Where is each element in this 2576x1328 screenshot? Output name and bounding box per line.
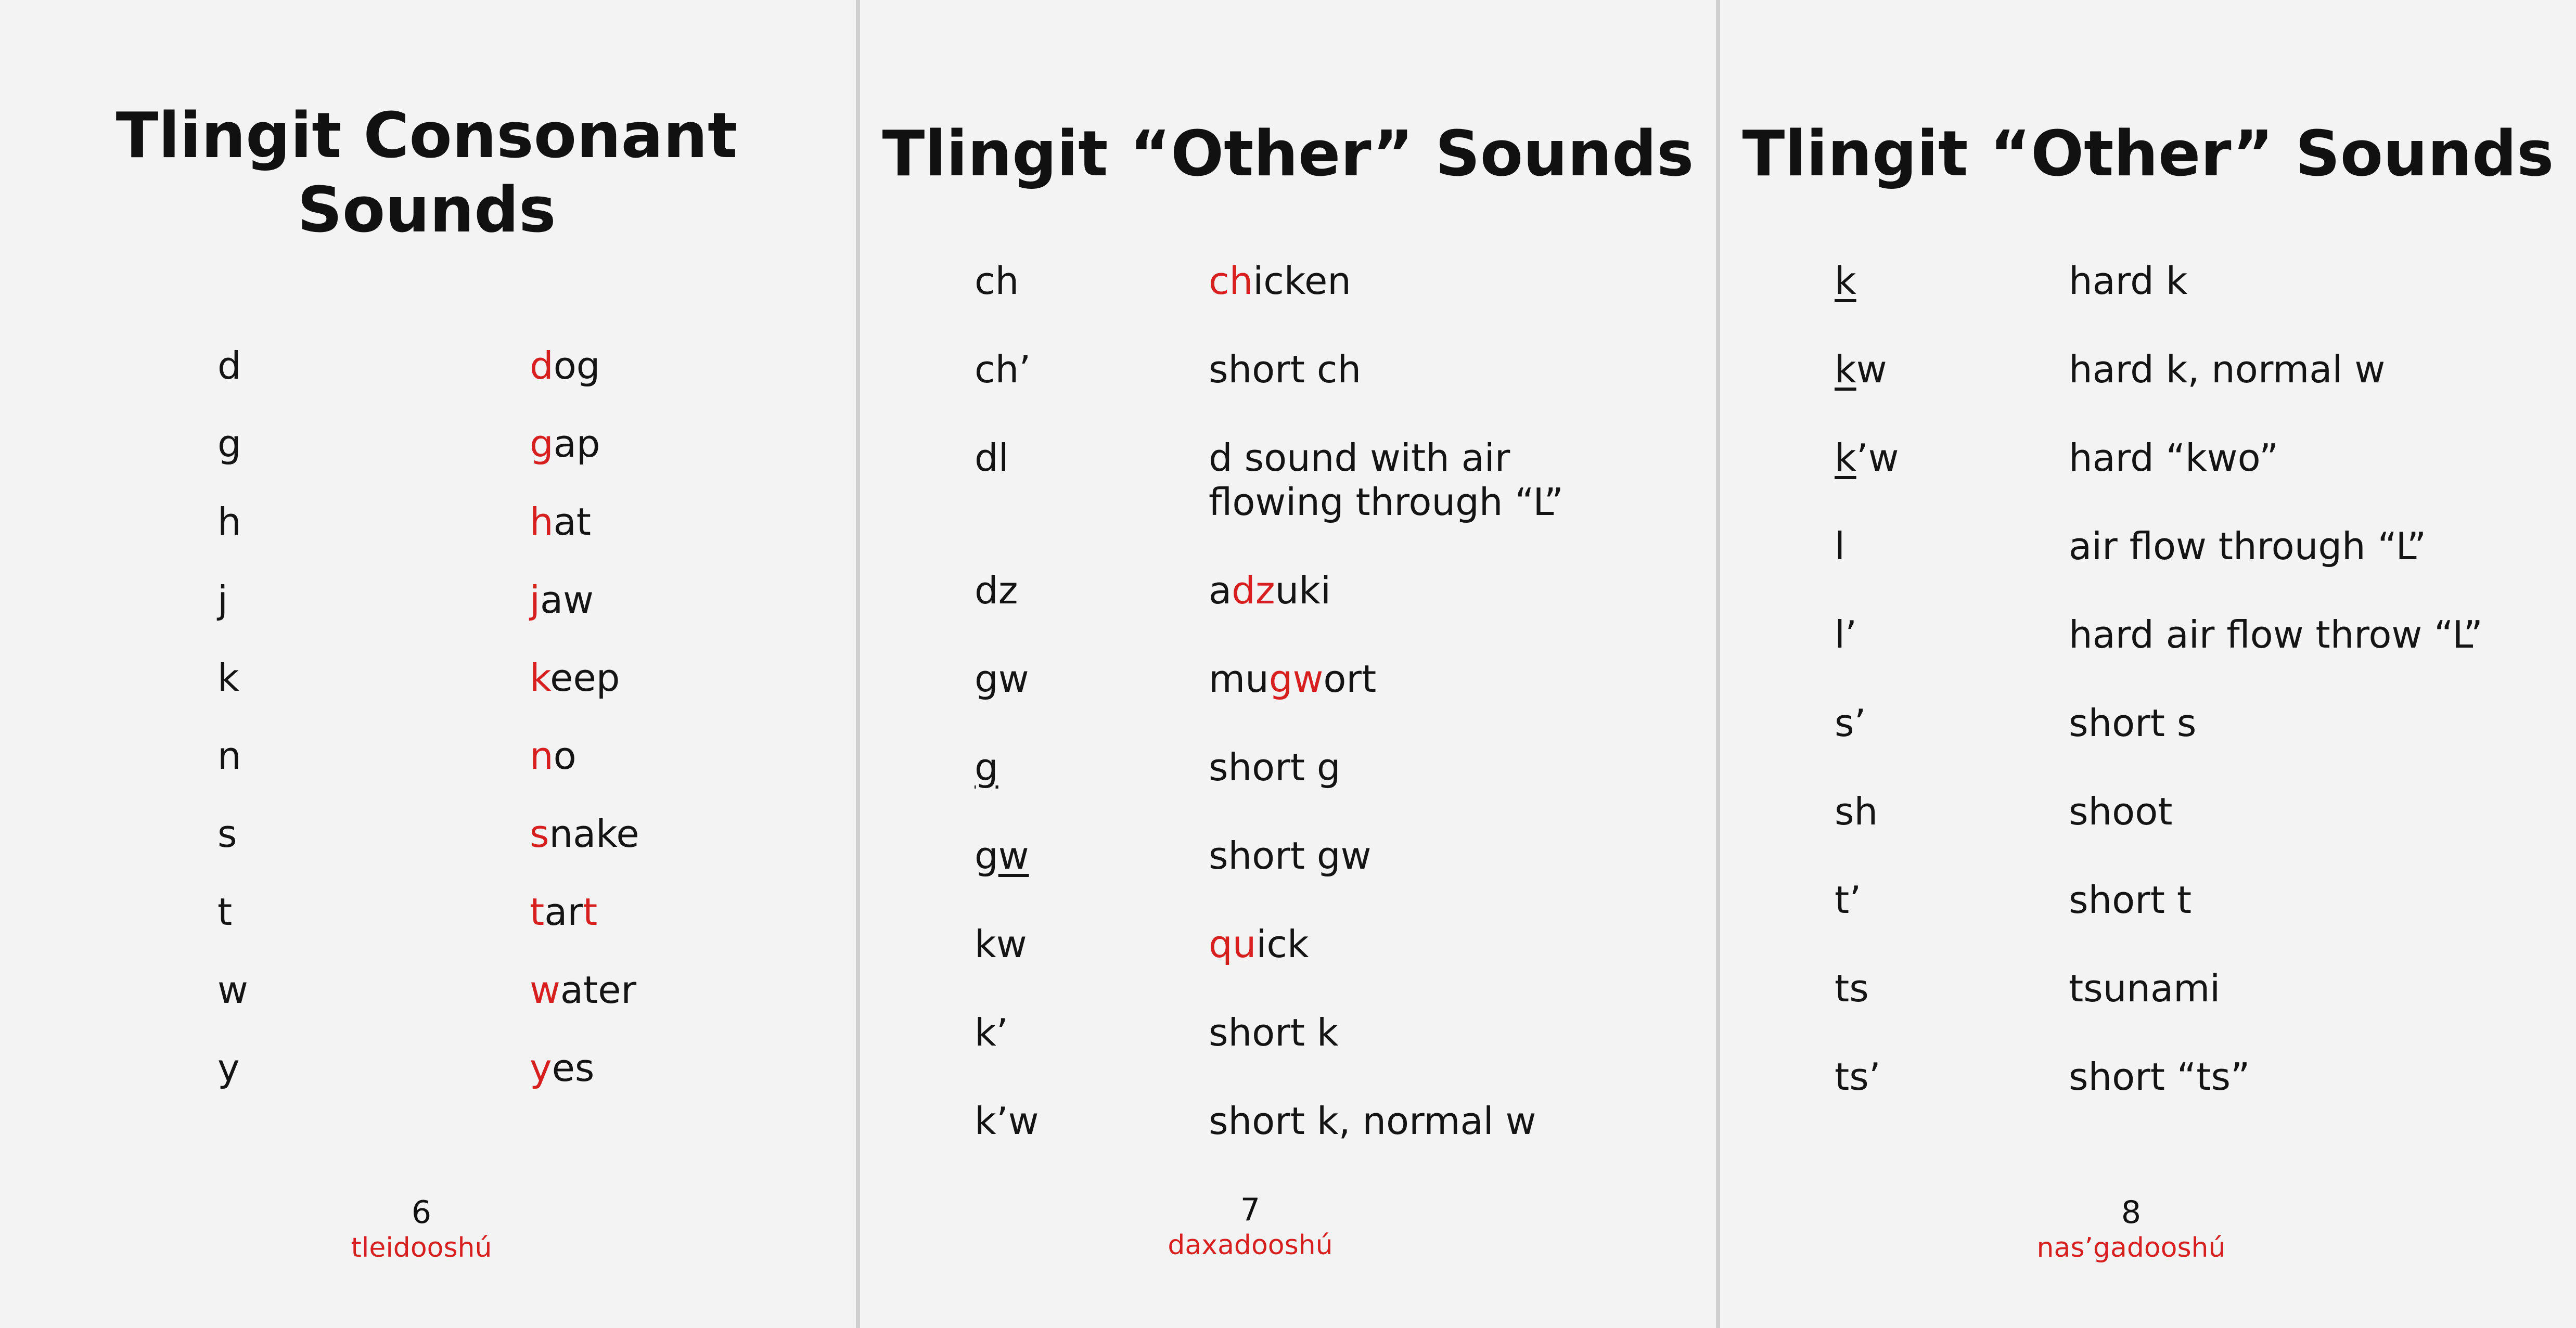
text-segment: t’ bbox=[1835, 878, 1862, 922]
sound-letter bbox=[217, 811, 237, 856]
page-number-word: tleidooshú bbox=[351, 1232, 492, 1263]
text-segment: hard k, normal w bbox=[2069, 347, 2386, 391]
text-segment: short g bbox=[1209, 745, 1341, 789]
sound-example bbox=[1209, 656, 1376, 701]
sound-letter bbox=[217, 968, 248, 1012]
text-segment: k bbox=[1835, 347, 1856, 391]
sound-example bbox=[1209, 347, 1361, 392]
page-footer bbox=[172, 1194, 671, 1265]
sound-letter bbox=[1835, 435, 1899, 480]
sound-example bbox=[1209, 1010, 1339, 1055]
text-segment: short ch bbox=[1209, 347, 1362, 391]
sound-letter bbox=[1835, 1054, 1881, 1099]
text-segment: ater bbox=[560, 968, 637, 1012]
sound-example bbox=[2069, 259, 2187, 303]
page-title: Tlingit “Other” Sounds bbox=[882, 118, 1694, 190]
text-segment: short t bbox=[2069, 878, 2192, 922]
sound-letter bbox=[975, 435, 1009, 480]
sound-example bbox=[2069, 347, 2385, 392]
page-number: 6 bbox=[411, 1194, 432, 1231]
sound-example bbox=[530, 577, 594, 622]
text-segment: k bbox=[217, 656, 239, 700]
sound-letter bbox=[217, 655, 239, 700]
highlighted-letters: j bbox=[530, 578, 541, 622]
text-segment: ap bbox=[553, 422, 600, 466]
sound-example bbox=[1209, 922, 1309, 966]
sound-letter bbox=[1835, 701, 1866, 745]
text-segment: ch bbox=[975, 259, 1019, 303]
sound-example bbox=[1209, 833, 1372, 878]
text-segment: s’ bbox=[1835, 701, 1866, 745]
sound-example bbox=[530, 811, 639, 856]
text-segment: flowing through “L” bbox=[1209, 480, 1563, 524]
text-segment: w bbox=[1856, 347, 1887, 391]
sound-example bbox=[2069, 1054, 2250, 1099]
sound-letter bbox=[975, 922, 1027, 966]
sound-letter bbox=[217, 1046, 240, 1090]
highlighted-letters: t bbox=[582, 890, 598, 934]
sound-letter bbox=[975, 568, 1018, 613]
text-segment: ick bbox=[1256, 922, 1309, 966]
text-segment: l’ bbox=[1835, 613, 1857, 656]
sound-example bbox=[1209, 259, 1351, 303]
highlighted-letters: k bbox=[530, 656, 550, 700]
text-segment: icken bbox=[1253, 259, 1351, 303]
page-title: Tlingit “Other” Sounds bbox=[1742, 118, 2554, 190]
page-title: Tlingit Consonant Sounds bbox=[116, 100, 738, 247]
page-7 bbox=[860, 0, 1716, 1328]
text-segment: t bbox=[217, 890, 233, 934]
text-segment: g bbox=[217, 422, 241, 466]
sound-example bbox=[2069, 966, 2220, 1011]
highlighted-letters: qu bbox=[1209, 922, 1257, 966]
sound-example bbox=[2069, 524, 2426, 569]
text-segment: k bbox=[1835, 436, 1856, 480]
page-footer bbox=[1876, 1194, 2386, 1265]
sound-letter bbox=[217, 499, 241, 544]
text-segment: n bbox=[217, 734, 241, 778]
sound-letter bbox=[1835, 347, 1887, 392]
page-number-word: nas’gadooshú bbox=[2036, 1232, 2226, 1263]
text-segment: nake bbox=[549, 812, 639, 856]
sound-letter bbox=[217, 421, 241, 466]
sound-example bbox=[530, 655, 620, 700]
sound-letter bbox=[975, 656, 1029, 701]
sound-example bbox=[530, 889, 597, 934]
page-number-word: daxadooshú bbox=[1168, 1230, 1333, 1261]
page-8 bbox=[1720, 0, 2576, 1328]
text-segment: hard “kwo” bbox=[2069, 436, 2279, 480]
text-segment: d bbox=[217, 344, 241, 388]
text-segment: d sound with air bbox=[1209, 436, 1510, 480]
sound-example bbox=[530, 1046, 594, 1090]
sound-example bbox=[2069, 612, 2483, 657]
text-segment: at bbox=[553, 500, 591, 544]
sound-letter bbox=[1835, 524, 1845, 569]
text-segment: aw bbox=[540, 578, 594, 622]
text-segment: ch’ bbox=[975, 347, 1031, 391]
sound-example bbox=[530, 968, 636, 1012]
text-segment: k’ bbox=[975, 1011, 1008, 1054]
text-segment: es bbox=[552, 1046, 595, 1090]
highlighted-letters: s bbox=[530, 812, 549, 856]
highlighted-letters: h bbox=[530, 500, 554, 544]
text-segment: w bbox=[998, 834, 1029, 878]
text-segment: a bbox=[1209, 569, 1232, 612]
highlighted-letters: g bbox=[530, 422, 554, 466]
text-segment: h bbox=[217, 500, 241, 544]
sound-letter bbox=[1835, 789, 1878, 834]
highlighted-letters: n bbox=[530, 734, 554, 778]
text-segment: j bbox=[217, 578, 228, 622]
text-segment: o bbox=[553, 734, 576, 778]
sound-letter bbox=[217, 733, 241, 778]
sound-example bbox=[2069, 435, 2278, 480]
text-segment: y bbox=[217, 1046, 240, 1090]
sound-example bbox=[1209, 568, 1331, 613]
sound-letter bbox=[1835, 966, 1869, 1011]
text-segment: kw bbox=[975, 922, 1027, 966]
sound-example bbox=[2069, 701, 2196, 745]
text-segment: s bbox=[217, 812, 237, 856]
text-segment: shoot bbox=[2069, 790, 2173, 833]
text-segment: hard k bbox=[2069, 259, 2188, 303]
text-segment: uki bbox=[1275, 569, 1331, 612]
sound-example bbox=[2069, 789, 2172, 834]
text-segment: hard air flow throw “L” bbox=[2069, 613, 2483, 656]
sound-letter bbox=[1835, 878, 1861, 922]
sound-letter bbox=[217, 889, 232, 934]
sound-letter bbox=[975, 1010, 1008, 1055]
sound-example bbox=[1209, 1099, 1536, 1143]
highlighted-letters: t bbox=[530, 890, 545, 934]
text-segment: ts bbox=[1835, 966, 1869, 1010]
page-6 bbox=[0, 0, 856, 1328]
sound-letter bbox=[975, 347, 1031, 392]
sound-example bbox=[530, 421, 600, 466]
text-segment: g bbox=[975, 834, 998, 878]
sound-letter bbox=[217, 343, 241, 388]
text-segment: tsunami bbox=[2069, 966, 2221, 1010]
sound-example bbox=[530, 499, 591, 544]
page-number: 8 bbox=[2121, 1194, 2142, 1231]
highlighted-letters: d bbox=[530, 344, 554, 388]
sound-example bbox=[1209, 435, 1510, 480]
sound-example bbox=[530, 733, 576, 778]
text-segment: g bbox=[975, 745, 998, 789]
sound-letter bbox=[217, 577, 228, 622]
text-segment: ort bbox=[1323, 657, 1377, 701]
text-segment: gw bbox=[975, 657, 1029, 701]
text-segment: air flow through “L” bbox=[2069, 524, 2427, 568]
text-segment: short k, normal w bbox=[1209, 1099, 1536, 1143]
highlighted-letters: ch bbox=[1209, 259, 1253, 303]
highlighted-letters: gw bbox=[1268, 657, 1324, 701]
text-segment: l bbox=[1835, 524, 1846, 568]
sound-example bbox=[2069, 878, 2191, 922]
page-divider bbox=[856, 0, 860, 1328]
text-segment: og bbox=[553, 344, 600, 388]
page-number: 7 bbox=[1240, 1192, 1261, 1228]
sound-letter bbox=[1835, 612, 1857, 657]
page-divider bbox=[1716, 0, 1720, 1328]
highlighted-letters: w bbox=[530, 968, 560, 1012]
text-segment: short k bbox=[1209, 1011, 1339, 1054]
text-segment: ’w bbox=[1856, 436, 1899, 480]
sound-example bbox=[1209, 745, 1341, 790]
text-segment: sh bbox=[1835, 790, 1878, 833]
text-segment: eep bbox=[550, 656, 620, 700]
text-segment: short “ts” bbox=[2069, 1055, 2250, 1099]
sound-example-continued bbox=[1209, 480, 1563, 524]
sound-example bbox=[530, 343, 600, 388]
text-segment: k’w bbox=[975, 1099, 1039, 1143]
text-segment: dl bbox=[975, 436, 1009, 480]
page-footer bbox=[995, 1191, 1505, 1262]
text-segment: ts’ bbox=[1835, 1055, 1881, 1099]
text-segment: k bbox=[1835, 259, 1856, 303]
text-segment: w bbox=[217, 968, 248, 1012]
sound-letter bbox=[975, 1099, 1039, 1143]
highlighted-letters: dz bbox=[1232, 569, 1275, 612]
text-segment: ar bbox=[544, 890, 583, 934]
text-segment: short gw bbox=[1209, 834, 1372, 878]
sound-letter bbox=[975, 259, 1019, 303]
sound-letter bbox=[975, 745, 998, 790]
sound-letter bbox=[975, 833, 1029, 878]
highlighted-letters: y bbox=[530, 1046, 552, 1090]
text-segment: mu bbox=[1209, 657, 1269, 701]
sound-letter bbox=[1835, 259, 1856, 303]
text-segment: short s bbox=[2069, 701, 2197, 745]
text-segment: dz bbox=[975, 569, 1018, 612]
